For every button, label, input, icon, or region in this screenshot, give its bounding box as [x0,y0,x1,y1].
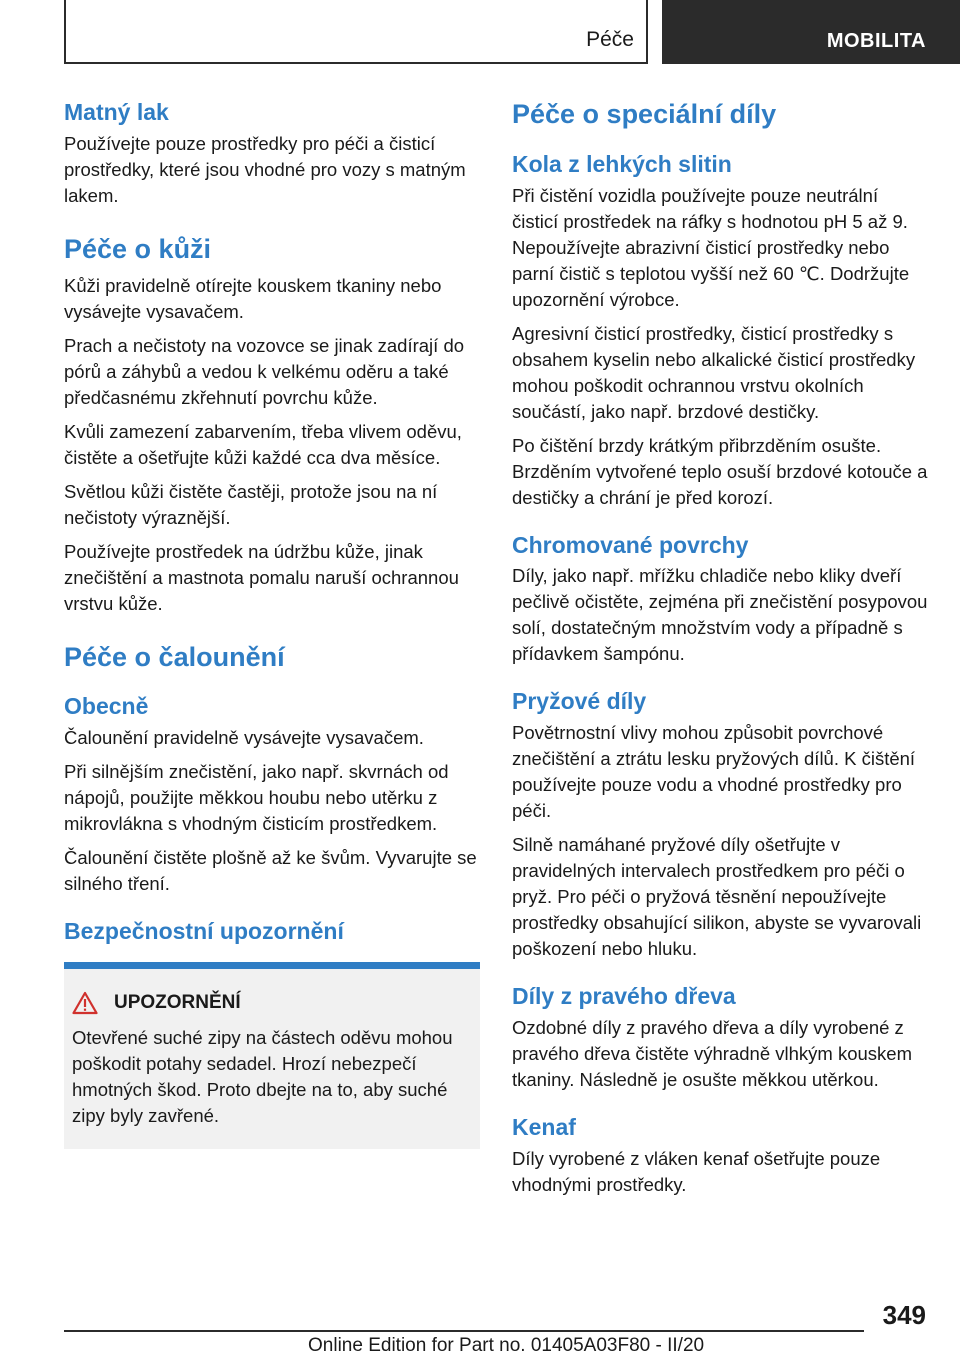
heading-pece-o-kuzi: Péče o kůži [64,233,212,264]
paragraph: Prach a nečistoty na vozovce se jinak zadírají do pórů a záhybů a vedou k velkému oděru a také předčasnému zkřehnutí povrchu kůže. [64,334,465,408]
footer-edition-text: Online Edition for Part no. 01405A03F80 - II/20 [308,1335,705,1356]
heading-pryzove-dily: Pryžové díly [512,688,647,715]
heading-matny-lak: Matný lak [64,99,169,125]
paragraph: Čalounění pravidelně vysávejte vysavačem. [64,727,424,748]
left-column [64,98,480,1149]
header-section-tab [662,0,960,64]
page-number: 349 [882,1300,926,1330]
warning-title: UPOZORNĚNÍ [114,991,241,1013]
paragraph: Agresivní čisticí prostředky, čisticí prostředky s obsahem kyselin nebo alkalické čisticí prostředky mohou poškodit ochrannou vrstvu okolních součástí, jako např. brzdové destičky. [512,322,916,422]
heading-bezpecnostni-upozorneni: Bezpečnostní upozornění [64,918,344,944]
heading-pece-o-calouneni: Péče o čalounění [64,641,285,672]
heading-chromovane-povrchy: Chromované povrchy [512,531,749,558]
paragraph: Ozdobné díly z pravého dřeva a díly vyrobené z pravého dřeva čistěte výhradně vlhkým kouskem tkaniny. Následně je osušte měkkou utěrkou. [512,1016,912,1090]
paragraph: Po čištění brzdy krátkým přibrzděním osušte. Brzděním vytvořené teplo osuší brzdové kotouče a destičky a chrání je před korozí. [512,434,928,508]
paragraph: Čalounění čistěte plošně až ke švům. Vyvarujte se silného tření. [64,847,477,894]
chapter-title: Péče [586,28,634,51]
paragraph: Používejte prostředek na údržbu kůže, jinak znečištění a mastnota pomalu naruší ochrannou vrstvu kůže. [64,540,459,614]
heading-dily-z-praveho-dreva: Díly z pravého dřeva [512,983,736,1009]
paragraph: Díly vyrobené z vláken kenaf ošetřujte pouze vhodnými prostředky. [512,1147,881,1195]
warning-triangle-icon [72,991,98,1015]
heading-kenaf: Kenaf [512,1113,576,1140]
right-column [512,98,928,1206]
heading-pece-o-specialni-dily: Péče o speciální díly [512,99,777,129]
warning-text: Otevřené suché zipy na částech oděvu mohou poškodit potahy sedadel. Hrozí nebezpečí hmotných škod. Proto dbejte na to, aby suché zipy byly zavřené. [72,1026,453,1126]
paragraph: Při silnějším znečistění, jako např. skvrnách od nápojů, použijte měkkou houbu nebo utěrku z mikrovlákna s vhodným čisticím prostředkem. [64,761,449,834]
footer-divider [64,1330,864,1332]
paragraph: Světlou kůži čistěte častěji, protože jsou na ní nečistoty výraznější. [64,480,438,528]
warning-box [64,962,480,1149]
paragraph: Při čistění vozidla používejte pouze neutrální čisticí prostředek na ráfky s hodnotou pH 5 až 9. Nepoužívejte abrazivní čisticí prostředky nebo parní čistič s teplotou vyšší než 60 ℃. Dodržujte upozornění výrobce. [512,184,910,310]
paragraph: Díly, jako např. mřížku chladiče nebo kliky dveří pečlivě očistěte, zejména při znečistění posypovou solí, dostatečným množstvím vody a případně s přídavkem šampónu. [512,565,928,665]
heading-kola: Kola z lehkých slitin [512,150,732,177]
heading-obecne: Obecně [64,693,149,720]
warning-header [72,991,470,1015]
paragraph: Povětrnostní vlivy mohou způsobit povrchové znečištění a ztrátu lesku pryžových dílů. K čištění používejte pouze vodu a vhodné prostředky pro péči. [512,722,916,821]
paragraph: Silně namáhané pryžové díly ošetřujte v pravidelných intervalech prostředkem pro péči o pryž. Pro péči o pryžová těsnění nepoužívejte prostředky obsahující silikon, abyste se vyvarovali poškození nebo hluku. [512,834,922,959]
section-name: MOBILITA [826,30,926,52]
paragraph: Kvůli zamezení zabarvením, třeba vlivem oděvu, čistěte a ošetřujte kůži každé cca dva měsíce. [64,420,462,468]
paragraph: Používejte pouze prostředky pro péči a čisticí prostředky, které jsou vhodné pro vozy s matným lakem. [64,132,466,206]
paragraph: Kůži pravidelně otírejte kouskem tkaniny nebo vysávejte vysavačem. [64,274,442,322]
header-title-box [64,0,648,64]
